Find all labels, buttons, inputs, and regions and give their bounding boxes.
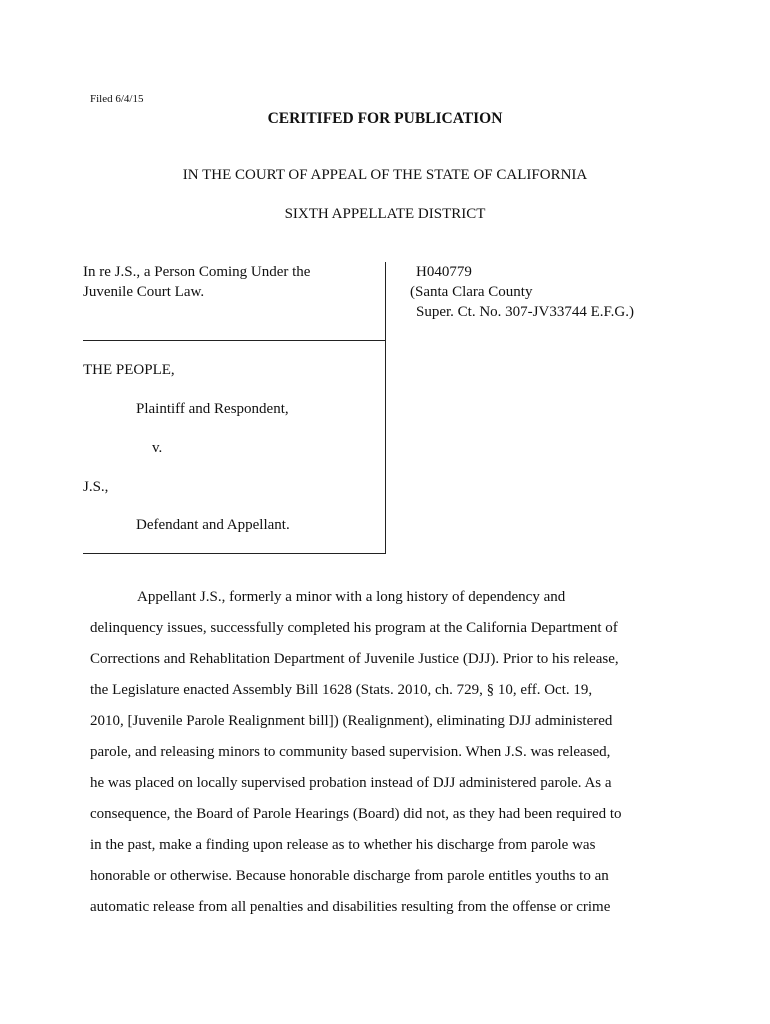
- body-line: he was placed on locally supervised probation instead of DJJ administered parole. As a: [90, 775, 612, 791]
- body-line: Appellant J.S., formerly a minor with a long history of dependency and: [137, 589, 566, 605]
- superior-court-number: Super. Ct. No. 307-JV33744 E.F.G.): [416, 304, 634, 320]
- opinion-body: [90, 582, 680, 923]
- party-plaintiff-role: Plaintiff and Respondent,: [136, 401, 289, 417]
- county-line: (Santa Clara County: [410, 284, 533, 300]
- body-line: parole, and releasing minors to community based supervision. When J.S. was released,: [90, 744, 611, 760]
- party-plaintiff: THE PEOPLE,: [83, 362, 175, 378]
- body-line: consequence, the Board of Parole Hearings (Board) did not, as they had been required to: [90, 806, 622, 822]
- case-caption-box: [83, 262, 386, 554]
- body-line: the Legislature enacted Assembly Bill 1628 (Stats. 2010, ch. 729, § 10, eff. Oct. 19,: [90, 682, 593, 698]
- versus: v.: [152, 440, 163, 456]
- party-defendant: J.S.,: [83, 479, 109, 495]
- caption-divider: [83, 340, 385, 341]
- party-defendant-role: Defendant and Appellant.: [136, 517, 290, 533]
- in-re-line-1: In re J.S., a Person Coming Under the: [83, 264, 311, 280]
- certification-heading: CERITIFED FOR PUBLICATION: [267, 110, 503, 127]
- body-line: delinquency issues, successfully completed his program at the California Department of: [90, 620, 618, 636]
- district-name: SIXTH APPELLATE DISTRICT: [284, 206, 486, 222]
- court-name: IN THE COURT OF APPEAL OF THE STATE OF CALIFORNIA: [182, 167, 588, 183]
- body-line: honorable or otherwise. Because honorable discharge from parole entitles youths to an: [90, 868, 609, 884]
- body-line: automatic release from all penalties and disabilities resulting from the offense or crime: [90, 899, 611, 915]
- in-re-line-2: Juvenile Court Law.: [83, 284, 205, 300]
- case-info: [410, 262, 634, 322]
- body-line: in the past, make a finding upon release as to whether his discharge from parole was: [90, 837, 596, 853]
- filed-date: Filed 6/4/15: [90, 93, 144, 105]
- body-line: Corrections and Rehablitation Department of Juvenile Justice (DJJ). Prior to his release,: [90, 651, 619, 667]
- body-line: 2010, [Juvenile Parole Realignment bill]) (Realignment), eliminating DJJ administered: [90, 713, 613, 729]
- case-number: H040779: [416, 264, 472, 280]
